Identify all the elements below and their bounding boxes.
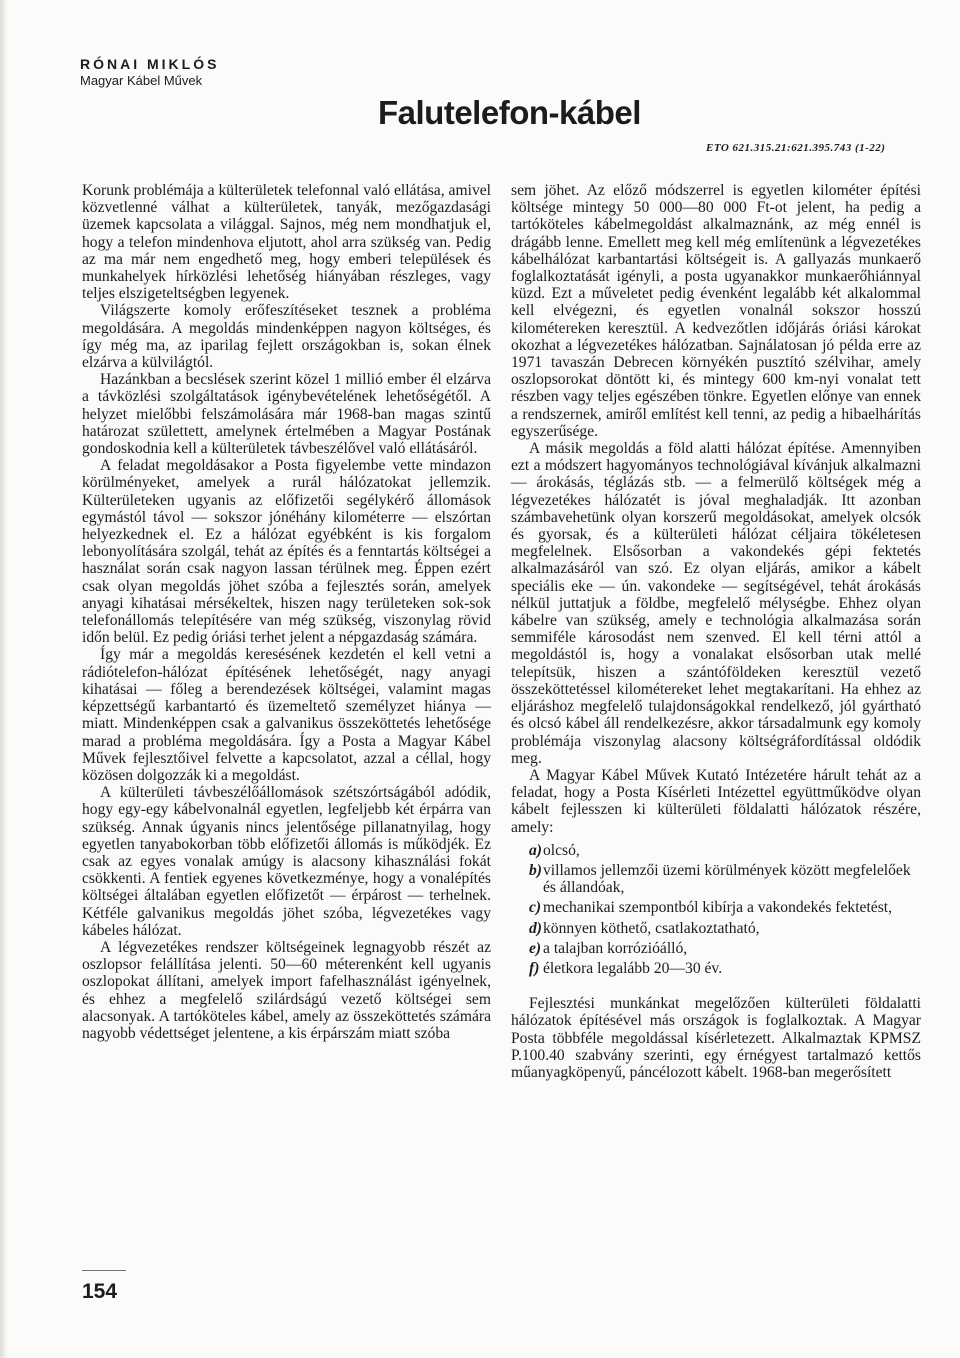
paragraph: sem jöhet. Az előző módszerrel is egyetlen kilométer építési költsége mintegy 50 000—80 000 Ft-ot jelent, ha pedig a tartóköteles kábelmegoldást alkalmaznánk, az még ennél is drágább lenne. Emellett meg kell még említenünk a légvezetékes kábelhálózat karbantartási költségeit is. A gallyazás munkaerő foglalkoztatását igényli, a posta ugyanakkor munkaerőhiánnyal küzd. Ezt a műveletet pedig évenként legalább két alkalommal kell elvégezni, és egyetlen vonalnál sokszor hosszú kilométereken keresztül. A kedvezőtlen időjárás óriási károkat okozhat a légvezetékes hálózatban. Sajnálatosan jó példa erre az 1971 tavaszán Debrecen környékén pusztító szélvihar, amely oszlopsorokat döntött ki, és mintegy 600 km-nyi vonalat tett részben vagy teljes egészében tönkre. Egyetlen előnye van ennek a rendszernek, amiről említést kell tenni, az pedig a hibaelhárítás egyszerűsége. <box>511 182 921 440</box>
list-marker: d) <box>529 919 542 937</box>
list-item-text: a talajban korrózióálló, <box>543 939 688 957</box>
paragraph: A külterületi távbeszélőállomások szétszórtságából adódik, hogy egy-egy kábelvonalnál egyetlen, legfeljebb két érpárra van szükség. Annak úgyanis nincs jelentősége pillanatnyilag, hogy egyetlen tanyabokorban több előfizetői állomás is működjék. Ez csak az egyes vonalak amúgy is alacsony kihasználási fokát csökkenti. A fentiek egyenes következménye, hogy a vonalépítés költségei általában egyetlen előfizetőt — érpárost — terhelnek. Kétféle galvanikus megoldás jöhet szóba, légvezetékes vagy kábeles hálózat. <box>82 784 491 939</box>
scan-edge-shadow <box>0 0 8 1358</box>
footer-rule <box>82 1270 126 1271</box>
list-marker: e) <box>529 939 542 957</box>
list-item-text: villamos jellemzői üzemi körülmények között megfelelőek és állandóak, <box>543 861 911 897</box>
paragraph: Hazánkban a becslések szerint közel 1 millió ember él elzárva a távközlési szolgáltatások igénybevételének lehetőségétől. A helyzet mielőbbi felszámolására már 1968-ban magas szintű határozat születtett, amelynek értelmében a Magyar Postának gondoskodnia kell a külterületek távbeszélővel való ellátásáról. <box>82 371 491 458</box>
list-marker: c) <box>529 899 542 917</box>
list-item-text: életkora legalább 20—30 év. <box>543 959 723 977</box>
author-affiliation: Magyar Kábel Művek <box>80 73 203 88</box>
list-marker: f) <box>529 959 540 977</box>
paragraph: Korunk problémája a külterületek telefonnal való ellátása, amivel közvetlenné válhat a külterületek, tanyák, mezőgazdasági üzemek kapcsolata a világgal. Sajnos, még nem mondhatjuk el, hogy a telefon mindenhova eljutott, ahol arra szükség van. Pedig az ma már nem engedhető meg, hogy emberi települések és munkahelyek hírközlési lehetőség hiányában részleges, vagy teljes elszigeteltségben legyenek. <box>82 182 491 303</box>
paragraph: Így már a megoldás keresésének kezdetén el kell vetni a rádiótelefon-hálózat építésének lehetőségét, nagy anyagi kihatásai — főleg a berendezések költségei, valamint magas képzettségű karbantartó és üzemeltető személyzet hiánya — miatt. Mindenképpen csak a galvanikus összeköttetés lehetősége marad a probléma megoldására. Így a Posta a Magyar Kábel Művek fejlesztőivel felvette a kapcsolatot, azzal a céllal, hogy közösen dolgozzák ki a megoldást. <box>82 646 491 784</box>
paragraph: A légvezetékes rendszer költségeinek legnagyobb részét az oszlopsor felállítása jelenti. 50—60 méterenként kell ugyanis oszlopokat állítani, amelyek import fafelhasználást igényelnek, és ehhez a megfelelő szilárdságú vezető költségei sem alacsonyak. A tartóköteles kábel, amely az összeköttetés számára nagyobb védettséget jelentene, a kis érpárszám miatt szóba <box>82 938 491 1042</box>
left-column <box>82 182 491 1042</box>
paragraph: Fejlesztési munkánkat megelőzően külterületi földalatti hálózatok építésével más országok is foglalkoztak. A Magyar Posta többféle megoldással kísérletezett. Alkalmaztak KPMSZ P.100.40 szabvány szerinti, egy érnégyest tartalmazó kettős műanyagköpenyű, páncélozott kábelt. 1968-ban megerősített <box>511 995 921 1081</box>
list-item-text: könnyen köthető, csatlakoztatható, <box>543 919 760 937</box>
list-item <box>511 862 921 896</box>
list-item-text: olcsó, <box>543 841 580 859</box>
paragraph: A másik megoldás a föld alatti hálózat építése. Amennyiben ezt a módszert hagyományos technológiával kívánjuk alkalmazni — árokásás, téglázás stb. — a felmerülő költségek még a légvezetékes hálózatét is jóval meghaladják. Itt azonban számbavehetünk olyan korszerű megoldásokat, amelyek olcsók és gyorsak, és a külterületi hálózat céljaira tökéletesen megfelelnek. Elsősorban a vakondekés gépi fektetés alkalmazásáról van szó. Ez olyan eljárás, amikor a kábelt speciális eke — ún. vakondeke — segítségével, tehát árokásás nélkül juttatjuk a földbe, megfelelő mélységbe. Ehhez olyan kábelre van szükség, amely e technológia alkalmazása során semmiféle károsodást nem szenved. El kell térni attól a megoldástól is, hogy a vonalakat elsősorban utak mellé telepítsük, hiszen a szántóföldeken keresztül vezető összeköttetéssel kilométereket lehet megtakarítani. Ha ehhez az eljáráshoz megfelelő tulajdonságokkal rendelkező, jól gyártható és olcsó kábel áll rendelkezésre, akkor társadalmunk egy komoly problémája viszonylag alacsony költségráfordítással oldódik meg. <box>511 440 921 767</box>
list-item <box>511 920 921 937</box>
list-item <box>511 960 921 977</box>
spacer <box>511 981 921 995</box>
paragraph: Világszerte komoly erőfeszítéseket tesznek a probléma megoldására. A megoldás mindenképpen nagyon költséges, és így még ma, az iparilag fejlett országokban is, sokan élnek elzárva a külvilágtól. <box>82 302 491 372</box>
author-block <box>80 56 219 88</box>
list-marker: b) <box>529 861 542 879</box>
paragraph: A feladat megoldásakor a Posta figyelembe vette mindazon körülményeket, amelyek a rurál hálózatokat jellemzik. Külterületeken ugyanis az előfizetői segélykérő állomások egymástól távol — sokszor jónéhány kilométerre — elszórtan helyezkednek el. Ez a hálózat egyébként is kis forgalom lebonyolítására szolgál, tehát az építés és a fenntartás költségei a használat során csak nagyon lassan térülnek meg. Éppen ezért csak olyan megoldás jöhet szóba a fejlesztés során, amelyek anyagi kihatásai mérsékeltek, hiszen nagy területeken sok-sok telefonállomás telepítésére van még szükség, viszonylag rövid időn belül. Ez pedig óriási terhet jelent a népgazdaság számára. <box>82 457 491 647</box>
eto-classification: ETO 621.315.21:621.395.743 (1-22) <box>706 142 886 154</box>
requirements-list <box>511 842 921 977</box>
author-name: RÓNAI MIKLÓS <box>80 56 220 72</box>
page-number: 154 <box>82 1280 118 1303</box>
paragraph: A Magyar Kábel Művek Kutató Intézetére hárult tehát az a feladat, hogy a Posta Kísérleti Intézettel együttműködve olyan kábelt fejlesszen ki külterületi földalatti hálózatok részére, amely: <box>511 766 921 836</box>
list-item-text: mechanikai szempontból kibírja a vakondekés fektetést, <box>543 899 893 917</box>
list-marker: a) <box>529 841 542 859</box>
right-column <box>511 182 921 1081</box>
list-item <box>511 940 921 957</box>
article-title: Falutelefon-kábel <box>378 94 641 131</box>
list-item <box>511 899 921 916</box>
list-item <box>511 842 921 859</box>
